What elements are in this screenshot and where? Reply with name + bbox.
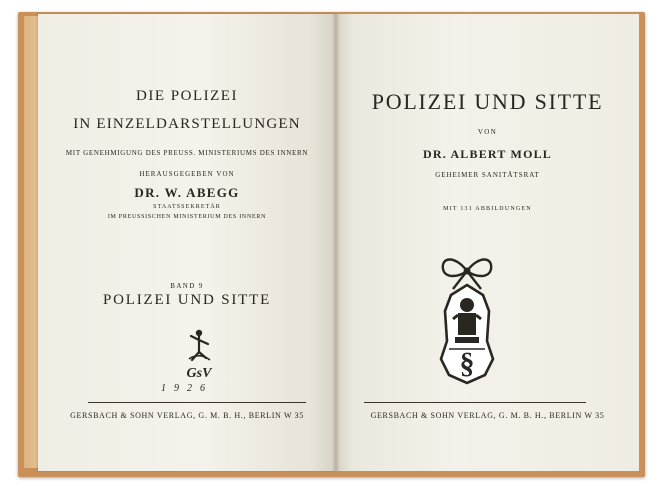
- editor-name: DR. W. ABEGG: [134, 185, 240, 200]
- imprint-left: GERSBACH & SOHN VERLAG, G. M. B. H., BERLIN W 35: [70, 411, 304, 420]
- imprint-right: GERSBACH & SOHN VERLAG, G. M. B. H., BERLIN W 35: [370, 411, 605, 420]
- volume-number: BAND 9: [170, 282, 204, 290]
- book-gutter: [332, 14, 340, 471]
- imprint-rule-left: [88, 402, 306, 403]
- series-title-line2: IN EINZELDARSTELLUNGEN: [73, 116, 301, 132]
- publication-year: 1926: [161, 383, 213, 394]
- illustrations-note: MIT 131 ABBILDUNGEN: [443, 206, 532, 212]
- editor-title: STAATSSEKRETÄR: [153, 204, 221, 210]
- permission-note: MIT GENEHMIGUNG DES PREUSS. MINISTERIUMS DES INNERN: [65, 149, 309, 157]
- by-label: VON: [477, 128, 498, 136]
- editor-ministry: IM PREUSSISCHEN MINISTERIUM DES INNERN: [107, 214, 267, 220]
- volume-title: POLIZEI UND SITTE: [102, 292, 272, 308]
- title-emblem-icon: [427, 249, 507, 387]
- series-title-line1: DIE POLIZEI: [136, 88, 238, 104]
- publisher-logo-icon: [177, 326, 221, 382]
- svg-text:§: §: [459, 347, 475, 380]
- imprint-rule-right: [364, 402, 586, 403]
- author-title: GEHEIMER SANITÄTSRAT: [435, 171, 540, 179]
- edited-by-label: HERAUSGEGEBEN VON: [139, 170, 235, 178]
- publisher-mark-text: GsV: [186, 366, 212, 381]
- book-title: POLIZEI UND SITTE: [371, 89, 604, 114]
- author-name: DR. ALBERT MOLL: [422, 147, 553, 161]
